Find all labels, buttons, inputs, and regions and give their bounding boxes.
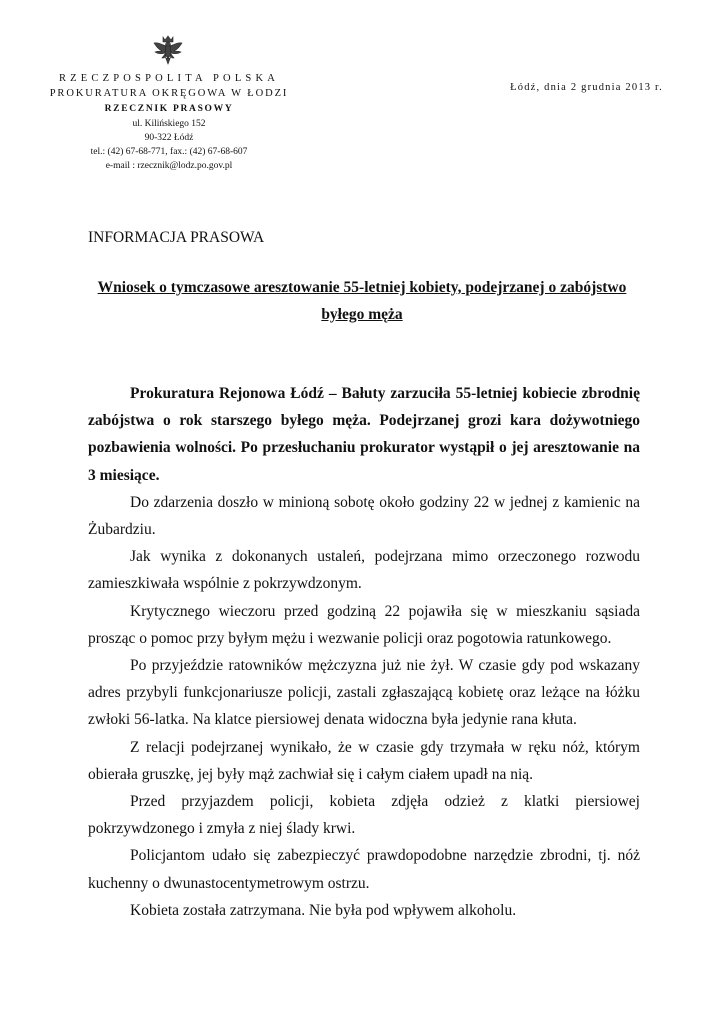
headline-line-1: Wniosek o tymczasowe aresztowanie 55-letniej kobiety, podejrzanej o zabójstwo — [97, 279, 627, 296]
body-paragraph: Przed przyjazdem policji, kobieta zdjęła odzież z klatki piersiowej pokrzywdzonego i zmyła z niej ślady krwi. — [88, 793, 640, 838]
body-paragraph: Policjantom udało się zabezpieczyć prawdopodobne narzędzie zbrodni, tj. nóż kuchenny o dwunastocentymetrowym ostrzu. — [88, 847, 640, 892]
body-paragraph: Kobieta została zatrzymana. Nie była pod wpływem alkoholu. — [130, 901, 517, 919]
address-street: ul. Kilińskiego 152 — [132, 119, 206, 129]
letterhead — [40, 72, 298, 173]
body-paragraph: Z relacji podejrzanej wynikało, że w czasie gdy trzymała w ręku nóż, którym obierała gruszkę, jej były mąż zachwiał się i całym ciałem upadł na nią. — [88, 738, 640, 783]
contact-email: e-mail : rzecznik@lodz.po.gov.pl — [105, 161, 233, 171]
body-paragraph: Jak wynika z dokonanych ustaleń, podejrzana mimo orzeczonego rozwodu zamieszkiwała wspólnie z pokrzywdzonym. — [88, 548, 640, 593]
headline-line-2: byłego męża — [321, 306, 403, 323]
eagle-emblem-icon — [153, 34, 183, 66]
office-name: PROKURATURA OKRĘGOWA W ŁODZI — [49, 88, 289, 99]
contact-phone: tel.: (42) 67-68-771, fax.: (42) 67-68-607 — [90, 147, 248, 157]
body-paragraph: Po przyjeździe ratowników mężczyzna już nie żył. W czasie gdy pod wskazany adres przybyli funkcjonariusze policji, zastali zgłaszającą kobietę oraz leżące na łóżku zwłoki 56-latka. Na klatce piersiowej denata widoczna była jedynie rana kłuta. — [88, 657, 640, 729]
body-paragraph: Do zdarzenia doszło w minioną sobotę około godziny 22 w jednej z kamienic na Żubardziu. — [88, 493, 640, 539]
document-date: Łódź, dnia 2 grudnia 2013 r. — [510, 82, 663, 93]
body-paragraph: Krytycznego wieczoru przed godziną 22 pojawiła się w mieszkaniu sąsiada prosząc o pomoc przy byłym mężu i wezwanie policji oraz pogotowia ratunkowego. — [88, 602, 640, 647]
address-city: 90-322 Łódź — [144, 133, 194, 143]
office-role: RZECZNIK PRASOWY — [104, 104, 234, 114]
country-name: RZECZPOSPOLITA POLSKA — [58, 73, 280, 84]
lead-paragraph: Prokuratura Rejonowa Łódź – Bałuty zarzuciła 55-letniej kobiecie zbrodnię zabójstwa o rok starszego byłego męża. Podejrzanej grozi kara dożywotniego pozbawienia wolności. Po przesłuchaniu prokurator wystąpił o jej aresztowanie na 3 miesiące. — [88, 385, 640, 484]
press-release-headline — [86, 274, 638, 328]
section-label: INFORMACJA PRASOWA — [88, 229, 265, 246]
press-release-body — [88, 380, 640, 924]
